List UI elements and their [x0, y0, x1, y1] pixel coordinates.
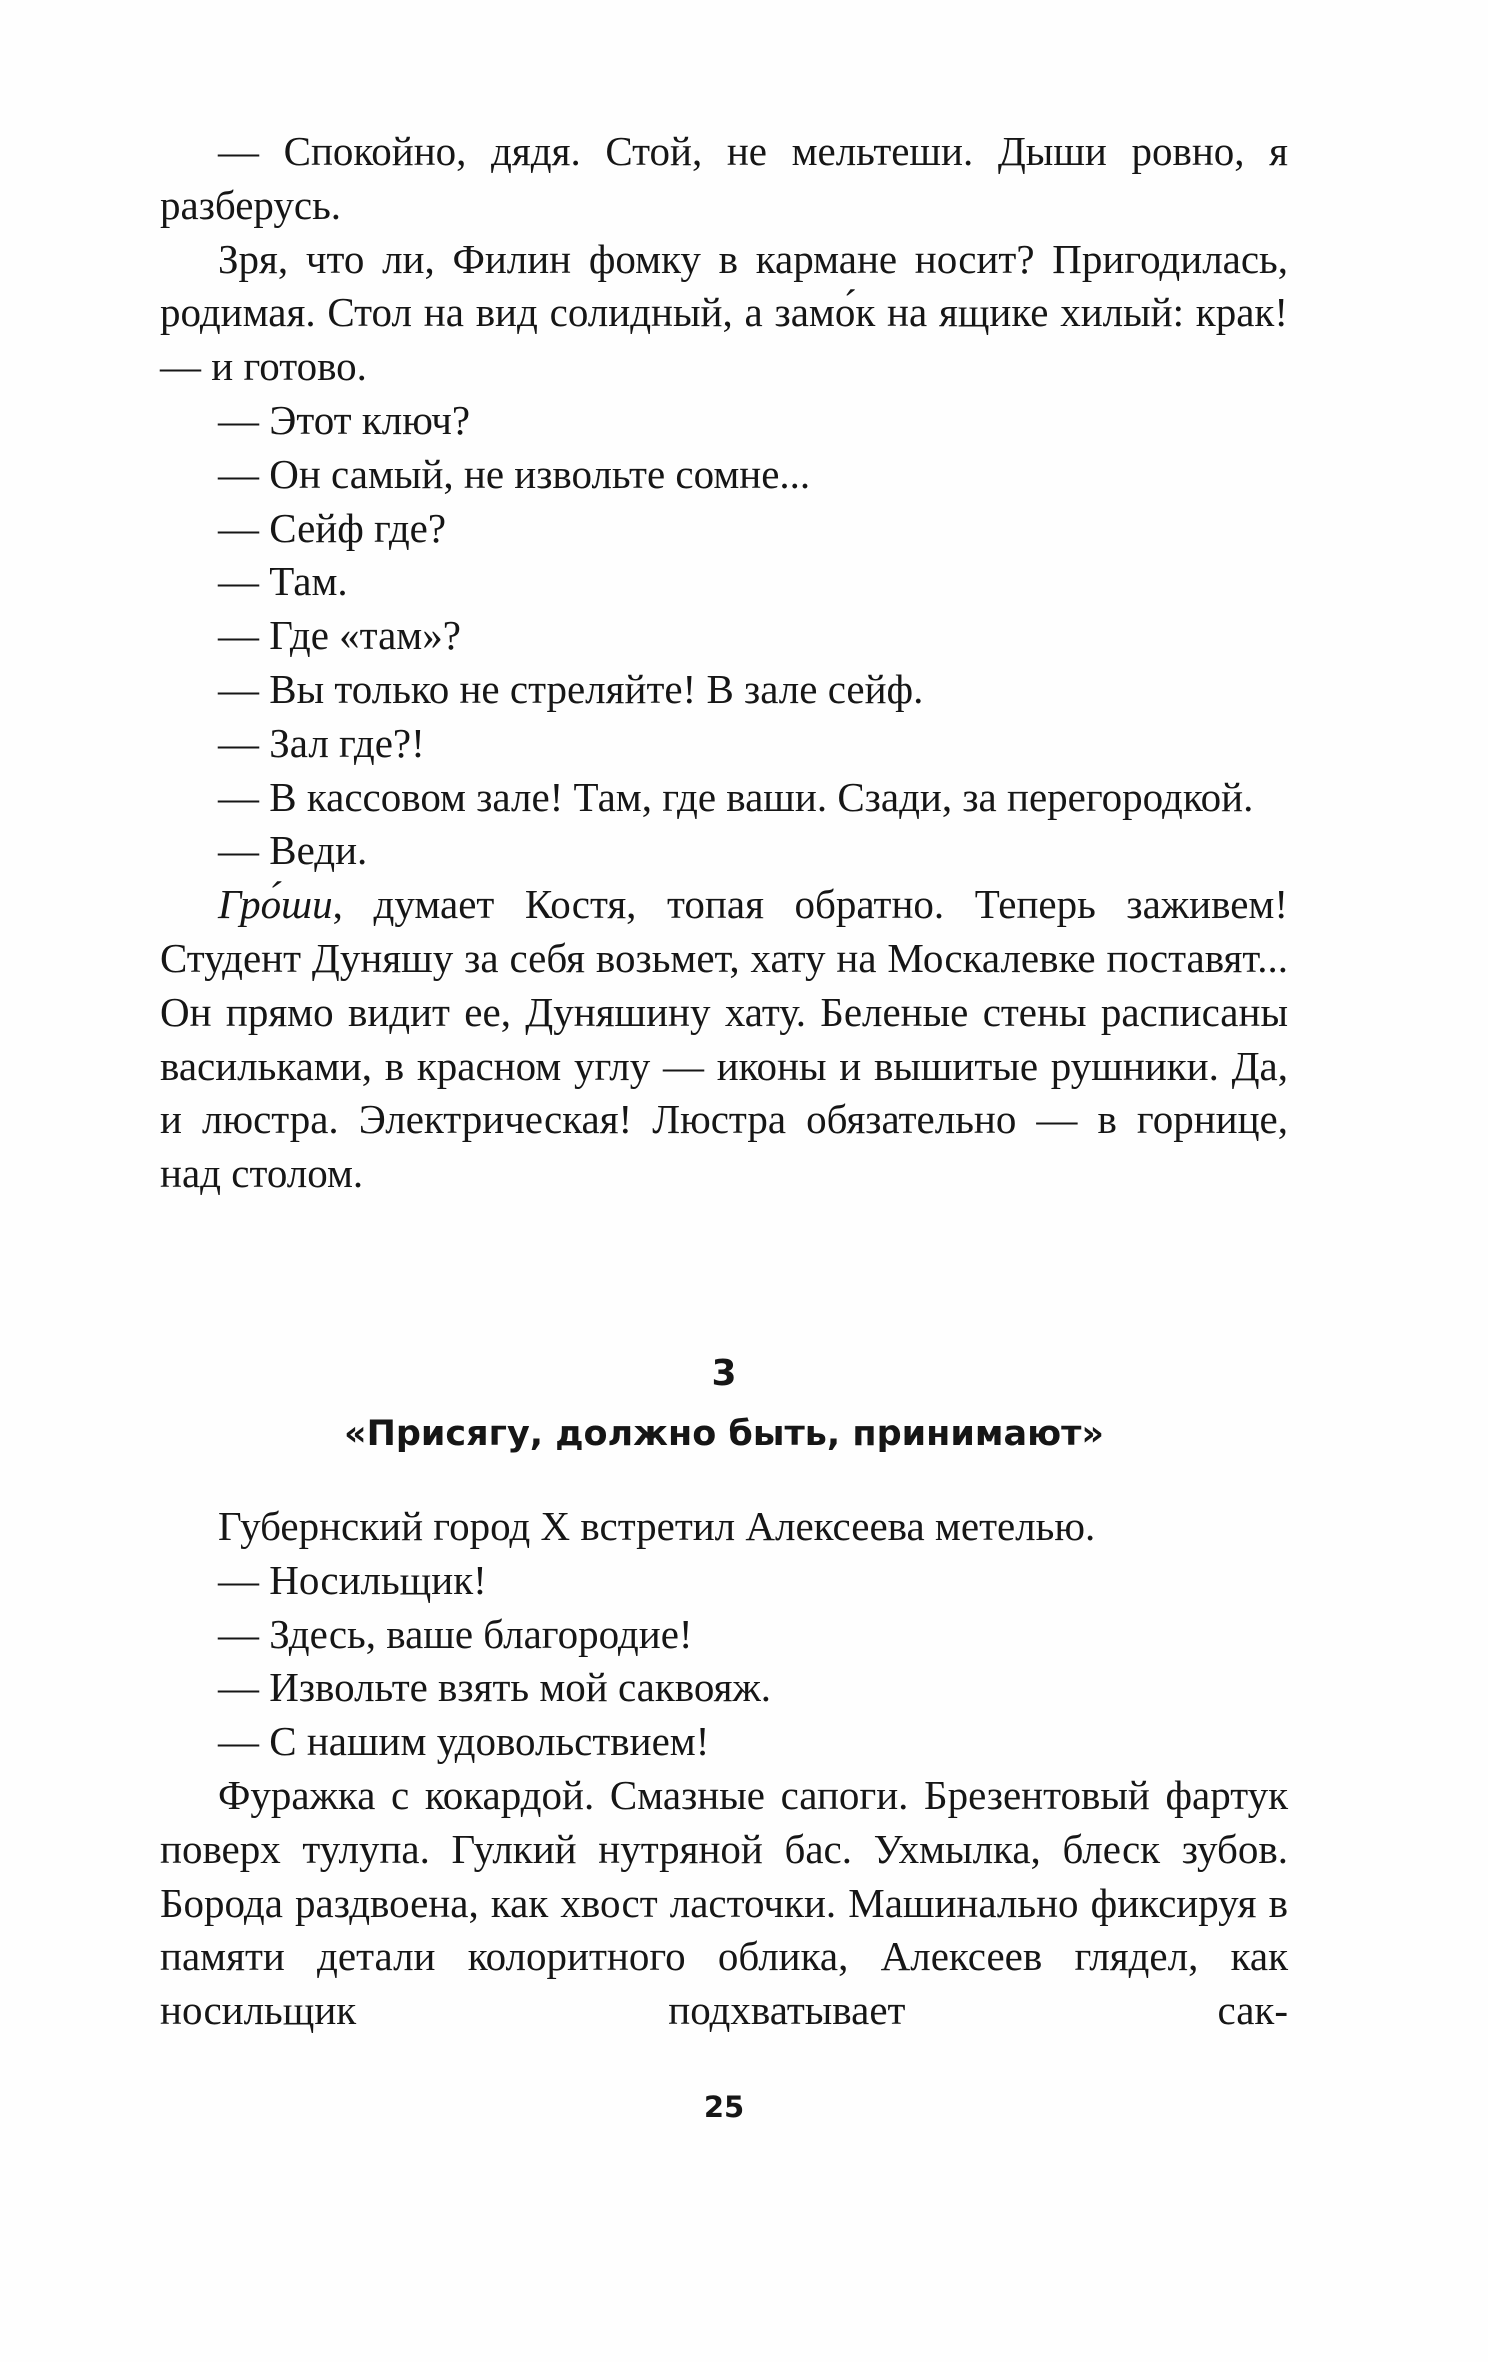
paragraph: — Здесь, ваше благородие!	[218, 1610, 693, 1657]
paragraph: — Носильщик!	[218, 1556, 487, 1603]
text-block-bottom	[160, 1500, 1288, 2038]
italic-word: Гро́ши	[218, 881, 333, 928]
paragraph: — Веди.	[218, 827, 368, 874]
paragraph-grosh	[160, 878, 1288, 1201]
paragraph: Зря, что ли, Филин фомку в кармане носит? Пригодилась, родимая. Стол на вид солидный, а замо́к на ящике хилый: крак! — и готово.	[160, 235, 1288, 390]
paragraph: — Где «там»?	[218, 612, 461, 659]
chapter-title: «Присягу, должно быть, принимают»	[343, 1414, 1105, 1454]
paragraph: — Там.	[218, 558, 348, 605]
paragraph: — С нашим удовольствием!	[218, 1718, 710, 1765]
paragraph: — В кассовом зале! Там, где ваши. Сзади, за перегородкой.	[218, 773, 1254, 820]
paragraph: — Сейф где?	[218, 504, 447, 551]
text-block-top	[160, 125, 1288, 1201]
paragraph: — Извольте взять мой саквояж.	[218, 1664, 772, 1711]
paragraph: — Вы только не стреляйте! В зале сейф.	[218, 665, 924, 712]
paragraph: Губернский город Х встретил Алексеева метелью.	[218, 1503, 1096, 1549]
paragraph: — Зал где?!	[218, 719, 425, 766]
paragraph-text: , думает Костя, топая обратно. Теперь заживем! Студент Дуняшу за себя возьмет, хату на Москалевке поставят... Он прямо видит ее, Дуняшину хату. Беленые стены расписаны васильками, в красном углу — иконы и вышитые рушники. Да, и люстра. Электрическая! Люстра обязательно — в горнице, над столом.	[160, 881, 1288, 1197]
paragraph: — Этот ключ?	[218, 396, 471, 443]
paragraph: Фуражка с кокардой. Смазные сапоги. Брезентовый фартук поверх тулупа. Гулкий нутряной бас. Ухмылка, блеск зубов. Борода раздвоена, как хвост ласточки. Машинально фиксируя в памяти детали колоритного облика, Алексеев глядел, как носильщик подхватывает сак-	[160, 1771, 1288, 2034]
paragraph: — Спокойно, дядя. Стой, не мельтеши. Дыши ровно, я разберусь.	[160, 128, 1288, 228]
page-number: 25	[703, 2090, 745, 2124]
paragraph: — Он самый, не извольте сомне...	[218, 450, 811, 497]
chapter-number: 3	[711, 1353, 737, 1394]
